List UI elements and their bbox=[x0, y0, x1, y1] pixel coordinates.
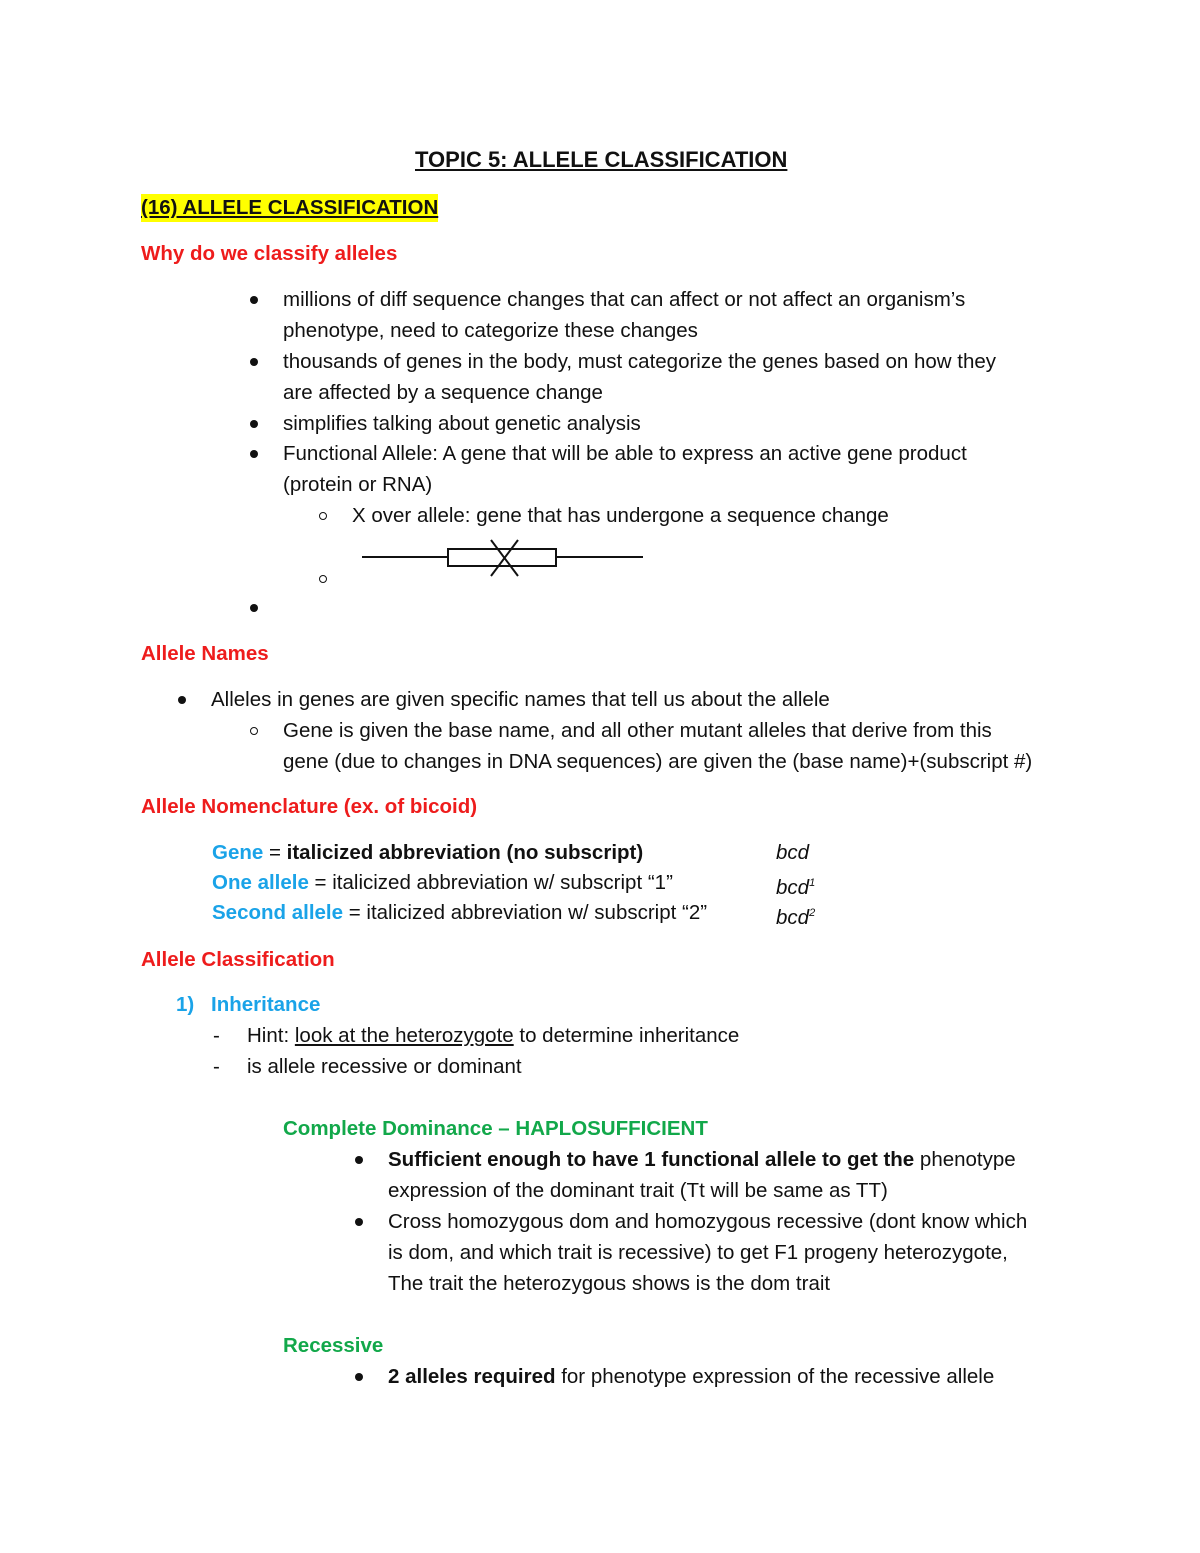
symbol-gene bbox=[776, 839, 809, 867]
complete-dominance-heading: Complete Dominance – HAPLOSUFFICIENT bbox=[283, 1117, 708, 1140]
recessive-bullet-rest: for phenotype expression of the recessive allele bbox=[555, 1365, 995, 1388]
dash-marker: - bbox=[213, 1024, 220, 1047]
term-one-allele: One allele bbox=[212, 871, 309, 894]
hint-prefix: Hint: bbox=[247, 1024, 295, 1047]
section-heading: (16) ALLELE CLASSIFICATION bbox=[141, 194, 438, 222]
item-number: 1) bbox=[176, 993, 195, 1016]
names-sub-line-1: Gene is given the base name, and all other mutant alleles that derive from this bbox=[283, 719, 992, 742]
names-sub-line-2: gene (due to changes in DNA sequences) are given the (base name)+(subscript #) bbox=[283, 750, 1033, 773]
complete-bullet-1-line-2: expression of the dominant trait (Tt will be same as TT) bbox=[388, 1179, 888, 1202]
recessive-heading: Recessive bbox=[283, 1334, 384, 1357]
hint-underlined: look at the heterozygote bbox=[294, 1024, 514, 1047]
bullet-icon bbox=[355, 1218, 363, 1226]
bullet-icon bbox=[250, 296, 258, 304]
recessive-bullet-bold: 2 alleles required bbox=[388, 1365, 556, 1388]
bullet-icon bbox=[355, 1373, 363, 1381]
complete-bullet-2-line-3: The trait the heterozygous shows is the dom trait bbox=[388, 1272, 831, 1295]
desc-second-allele: italicized abbreviation w/ subscript “2” bbox=[366, 901, 708, 924]
complete-bullet-2-line-2: is dom, and which trait is recessive) to get F1 progeny heterozygote, bbox=[388, 1241, 1008, 1264]
complete-bullet-2-line-1: Cross homozygous dom and homozygous recessive (dont know which bbox=[388, 1210, 1028, 1233]
page-title: TOPIC 5: ALLELE CLASSIFICATION bbox=[415, 147, 788, 172]
bullet-icon bbox=[250, 420, 258, 428]
inheritance-label: Inheritance bbox=[211, 993, 321, 1016]
symbol-one-allele-text: bcd bbox=[776, 875, 810, 899]
complete-bullet-1-bold: Sufficient enough to have 1 functional allele to get the bbox=[388, 1148, 915, 1171]
sub-bullet-icon bbox=[319, 512, 327, 520]
recessive-bullet bbox=[388, 1363, 994, 1391]
equals-sign: = bbox=[308, 871, 333, 894]
nomenclature-heading: Allele Nomenclature (ex. of bicoid) bbox=[141, 795, 478, 818]
symbol-second-allele-sup: 2 bbox=[809, 907, 816, 919]
why-bullet-4-line-2: (protein or RNA) bbox=[283, 473, 433, 496]
complete-bullet-1-rest: phenotype bbox=[914, 1148, 1016, 1171]
equals-sign: = bbox=[263, 841, 287, 864]
complete-bullet-1-line-1 bbox=[388, 1146, 1016, 1174]
hint-line bbox=[247, 1022, 739, 1050]
nomenclature-row-one-allele bbox=[212, 869, 673, 897]
why-bullet-2-line-1: thousands of genes in the body, must categorize the genes based on how they bbox=[283, 350, 997, 373]
classification-heading: Allele Classification bbox=[141, 948, 335, 971]
symbol-second-allele bbox=[776, 899, 815, 932]
symbol-one-allele bbox=[776, 869, 815, 902]
bullet-icon bbox=[178, 696, 186, 704]
symbol-second-allele-text: bcd bbox=[776, 905, 810, 929]
names-heading: Allele Names bbox=[141, 642, 269, 665]
bullet-icon bbox=[250, 604, 258, 612]
why-bullet-2-line-2: are affected by a sequence change bbox=[283, 381, 603, 404]
x-over-allele-diagram bbox=[360, 538, 650, 580]
term-gene: Gene bbox=[212, 841, 264, 864]
dash-marker: - bbox=[213, 1055, 220, 1078]
names-bullet: Alleles in genes are given specific names that tell us about the allele bbox=[211, 688, 830, 711]
bullet-icon bbox=[250, 358, 258, 366]
why-heading: Why do we classify alleles bbox=[141, 242, 398, 265]
why-bullet-4-line-1: Functional Allele: A gene that will be able to express an active gene product bbox=[283, 442, 967, 465]
desc-one-allele: italicized abbreviation w/ subscript “1” bbox=[332, 871, 673, 894]
why-bullet-3: simplifies talking about genetic analysis bbox=[283, 412, 641, 435]
bullet-icon bbox=[250, 450, 258, 458]
x-over-allele-text: X over allele: gene that has undergone a sequence change bbox=[352, 504, 889, 527]
desc-gene: italicized abbreviation (no subscript) bbox=[286, 841, 644, 864]
hint-suffix: to determine inheritance bbox=[513, 1024, 740, 1047]
why-bullet-1-line-1: millions of diff sequence changes that can affect or not affect an organism’s bbox=[283, 288, 966, 311]
why-bullet-1-line-2: phenotype, need to categorize these changes bbox=[283, 319, 698, 342]
symbol-one-allele-sup: 1 bbox=[809, 877, 816, 889]
allele-box bbox=[448, 549, 556, 566]
symbol-gene-text: bcd bbox=[776, 841, 810, 864]
nomenclature-row-gene bbox=[212, 839, 643, 867]
sub-bullet-icon bbox=[250, 727, 258, 735]
nomenclature-row-second-allele bbox=[212, 899, 707, 927]
bullet-icon bbox=[355, 1156, 363, 1164]
equals-sign: = bbox=[343, 901, 367, 924]
sub-bullet-icon bbox=[319, 575, 327, 583]
dash-2-text: is allele recessive or dominant bbox=[247, 1055, 522, 1078]
term-second-allele: Second allele bbox=[212, 901, 344, 924]
